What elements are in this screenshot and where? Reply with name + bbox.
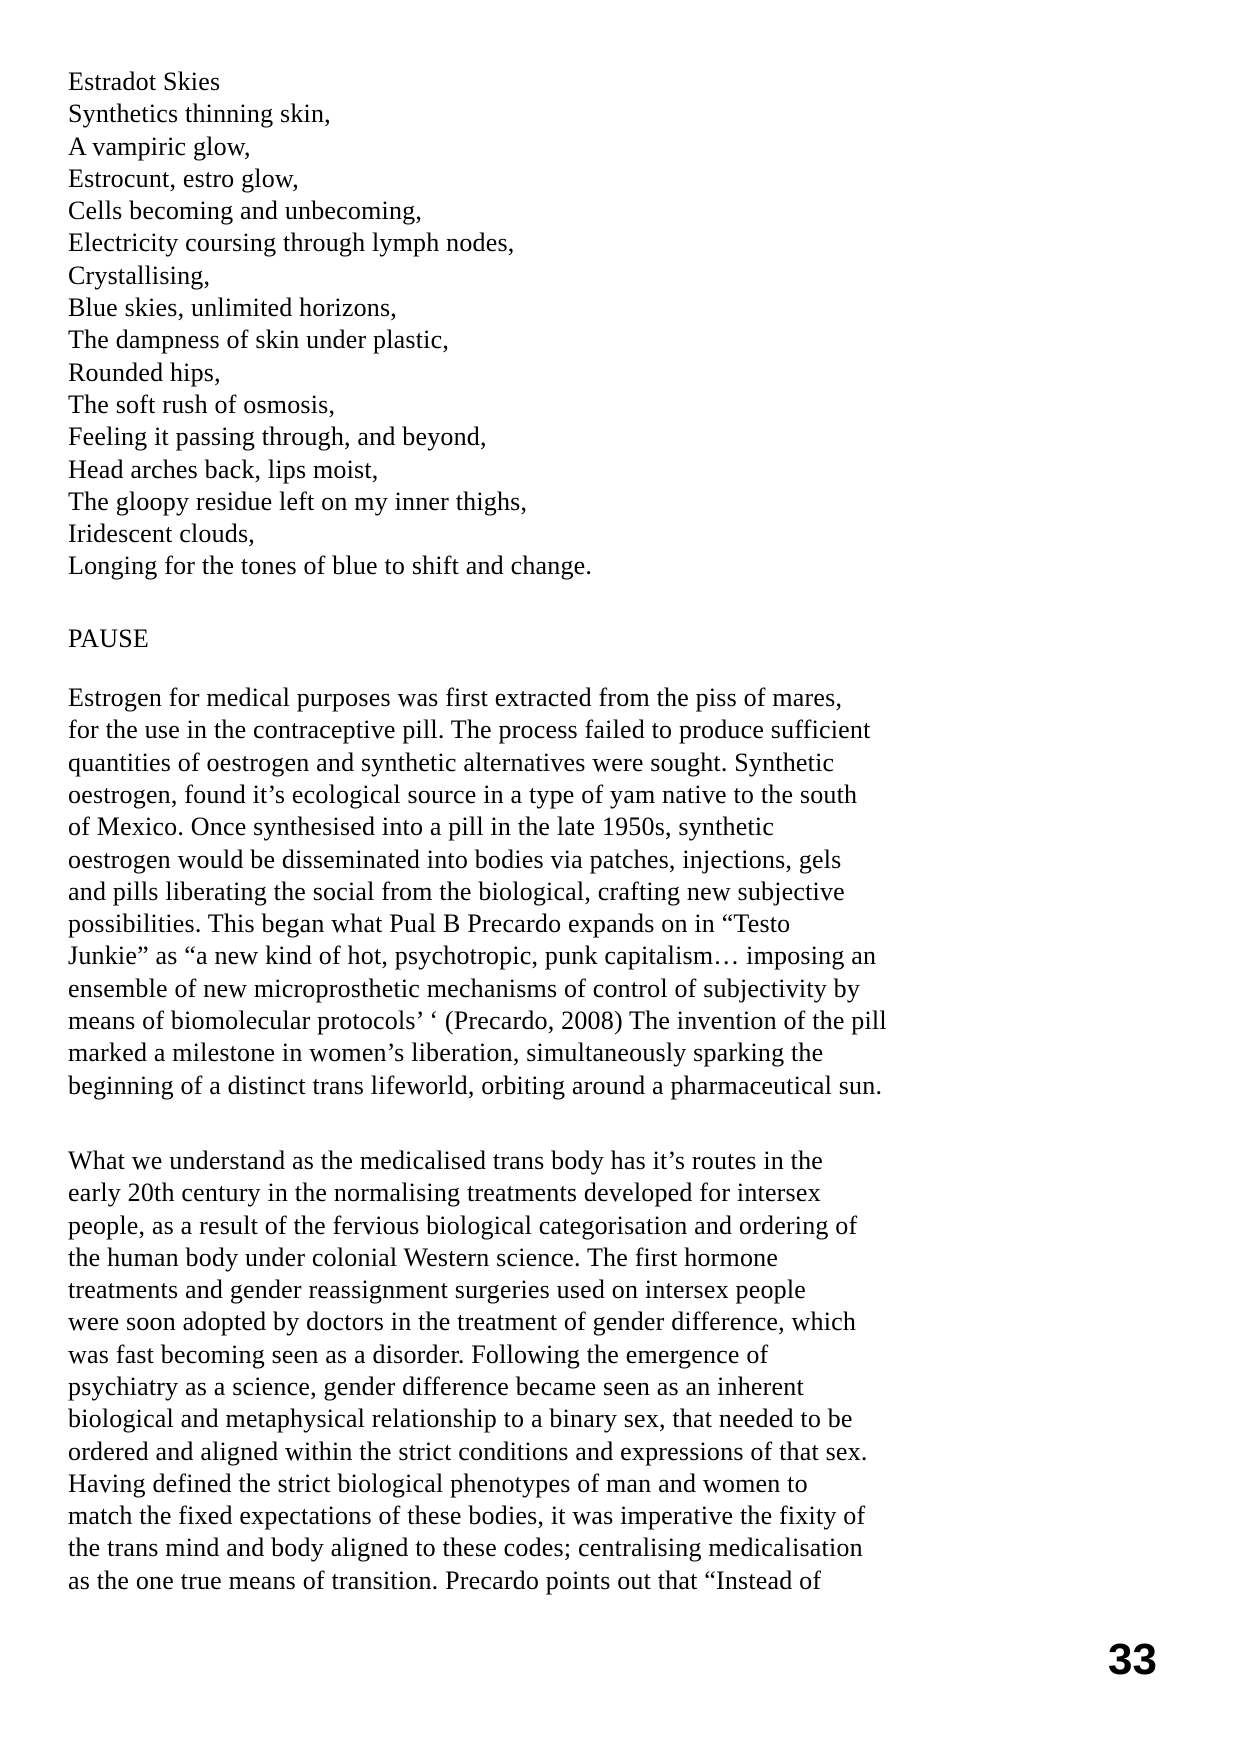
paragraph-estrogen-history <box>68 682 968 1102</box>
text-line: means of biomolecular protocols’ ‘ (Precardo, 2008) The invention of the pill <box>68 1006 887 1036</box>
page-content <box>68 66 968 1597</box>
text-line: Estradot Skies <box>68 67 221 96</box>
text-line: was fast becoming seen as a disorder. Following the emergence of <box>68 1339 769 1369</box>
text-line: Estrocunt, estro glow, <box>68 163 299 193</box>
text-line: for the use in the contraceptive pill. The process failed to produce sufficient <box>68 715 871 745</box>
pause-heading: PAUSE <box>68 623 149 653</box>
text-line: Feeling it passing through, and beyond, <box>68 422 487 452</box>
text-line: and pills liberating the social from the biological, crafting new subjective <box>68 876 845 906</box>
text-line: Longing for the tones of blue to shift and change. <box>68 551 593 581</box>
text-line: ensemble of new microprosthetic mechanisms of control of subjectivity by <box>68 973 861 1003</box>
text-line: Having defined the strict biological phenotypes of man and women to <box>68 1468 808 1498</box>
text-line: Cells becoming and unbecoming, <box>68 196 423 226</box>
text-line: What we understand as the medicalised trans body has it’s routes in the <box>68 1145 824 1175</box>
text-line: The soft rush of osmosis, <box>68 389 336 419</box>
text-line: as the one true means of transition. Precardo points out that “Instead of <box>68 1565 822 1595</box>
text-line: quantities of oestrogen and synthetic alternatives were sought. Synthetic <box>68 747 835 777</box>
text-line: Synthetics thinning skin, <box>68 99 331 129</box>
text-line: oestrogen would be disseminated into bodies via patches, injections, gels <box>68 844 842 874</box>
text-line: The gloopy residue left on my inner thighs, <box>68 486 528 516</box>
text-line: Head arches back, lips moist, <box>68 454 379 484</box>
text-line: match the fixed expectations of these bodies, it was imperative the fixity of <box>68 1501 866 1531</box>
text-line: people, as a result of the fervious biological categorisation and ordering of <box>68 1210 858 1240</box>
page-number: 33 <box>1108 1635 1157 1684</box>
text-line: were soon adopted by doctors in the treatment of gender difference, which <box>68 1307 857 1337</box>
text-line: the human body under colonial Western science. The first hormone <box>68 1242 779 1272</box>
text-line: The dampness of skin under plastic, <box>68 325 450 355</box>
text-line: ordered and aligned within the strict conditions and expressions of that sex. <box>68 1436 868 1466</box>
text-line: A vampiric glow, <box>68 131 251 161</box>
text-line: oestrogen, found it’s ecological source in a type of yam native to the south <box>68 779 858 809</box>
poem-block <box>68 66 968 583</box>
text-line: Rounded hips, <box>68 357 221 387</box>
text-line: beginning of a distinct trans lifeworld, orbiting around a pharmaceutical sun. <box>68 1070 883 1100</box>
paragraph-medicalised-trans-body <box>68 1145 968 1597</box>
text-line: treatments and gender reassignment surgeries used on intersex people <box>68 1275 807 1305</box>
text-line: Crystallising, <box>68 260 211 290</box>
text-line: biological and metaphysical relationship to a binary sex, that needed to be <box>68 1404 853 1434</box>
text-line: marked a milestone in women’s liberation, simultaneously sparking the <box>68 1038 824 1068</box>
text-line: Electricity coursing through lymph nodes, <box>68 228 515 258</box>
text-line: psychiatry as a science, gender difference became seen as an inherent <box>68 1371 804 1401</box>
text-line: possibilities. This began what Pual B Precardo expands on in “Testo <box>68 909 791 939</box>
text-line: early 20th century in the normalising treatments developed for intersex <box>68 1178 821 1208</box>
text-line: Blue skies, unlimited horizons, <box>68 293 398 323</box>
text-line: Junkie” as “a new kind of hot, psychotropic, punk capitalism… imposing an <box>68 941 877 971</box>
text-line: Estrogen for medical purposes was first extracted from the piss of mares, <box>68 683 843 713</box>
text-line: Iridescent clouds, <box>68 519 255 549</box>
text-line: of Mexico. Once synthesised into a pill in the late 1950s, synthetic <box>68 812 775 842</box>
text-line: the trans mind and body aligned to these codes; centralising medicalisation <box>68 1533 863 1563</box>
